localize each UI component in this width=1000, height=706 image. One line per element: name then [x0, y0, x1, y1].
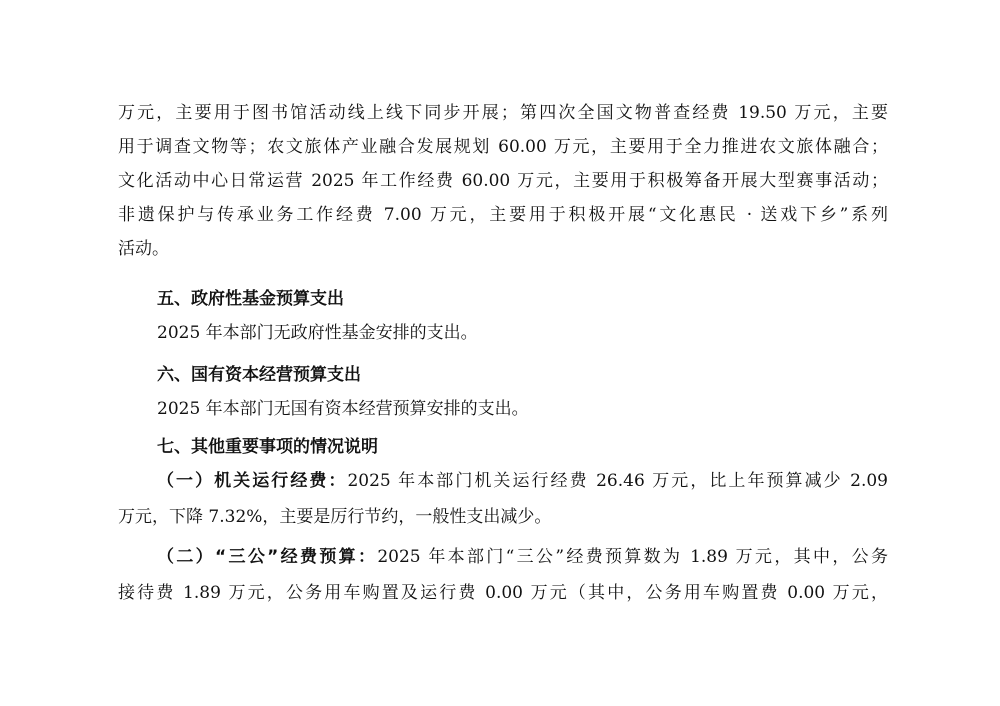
item-1-line-1: [157, 470, 888, 492]
item-1-line-2: 万元，下降 7.32%，主要是厉行节约，一般性支出减少。: [118, 507, 552, 527]
item-1-text: 2025 年本部门机关运行经费 26.46 万元，比上年预算减少 2.09: [347, 471, 888, 491]
item-1-label: （一）机关运行经费：: [157, 471, 348, 491]
paragraph-line: 活动。: [118, 239, 169, 259]
section-text-6: 2025 年本部门无国有资本经营预算安排的支出。: [157, 399, 529, 419]
item-2-label: （二）“三公”经费预算：: [157, 547, 378, 567]
section-heading-6: 六、国有资本经营预算支出: [157, 365, 361, 385]
item-2-line-1: [157, 546, 888, 568]
item-2-line-2: 接待费 1.89 万元，公务用车购置及运行费 0.00 万元（其中，公务用车购置费 0.00 万元，: [118, 583, 888, 603]
section-text-5: 2025 年本部门无政府性基金安排的支出。: [157, 323, 478, 343]
paragraph-line: 文化活动中心日常运营 2025 年工作经费 60.00 万元，主要用于积极筹备开展大型赛事活动；: [118, 171, 888, 191]
section-heading-7: 七、其他重要事项的情况说明: [157, 437, 378, 457]
item-2-text: 2025 年本部门“三公”经费预算数为 1.89 万元，其中，公务: [377, 547, 888, 567]
paragraph-line: 非遗保护与传承业务工作经费 7.00 万元，主要用于积极开展“文化惠民 · 送戏下乡”系列: [118, 205, 888, 225]
paragraph-line: 用于调查文物等；农文旅体产业融合发展规划 60.00 万元，主要用于全力推进农文旅体融合；: [118, 137, 888, 157]
paragraph-line: 万元，主要用于图书馆活动线上线下同步开展；第四次全国文物普查经费 19.50 万元，主要: [118, 103, 888, 123]
section-heading-5: 五、政府性基金预算支出: [157, 289, 344, 309]
